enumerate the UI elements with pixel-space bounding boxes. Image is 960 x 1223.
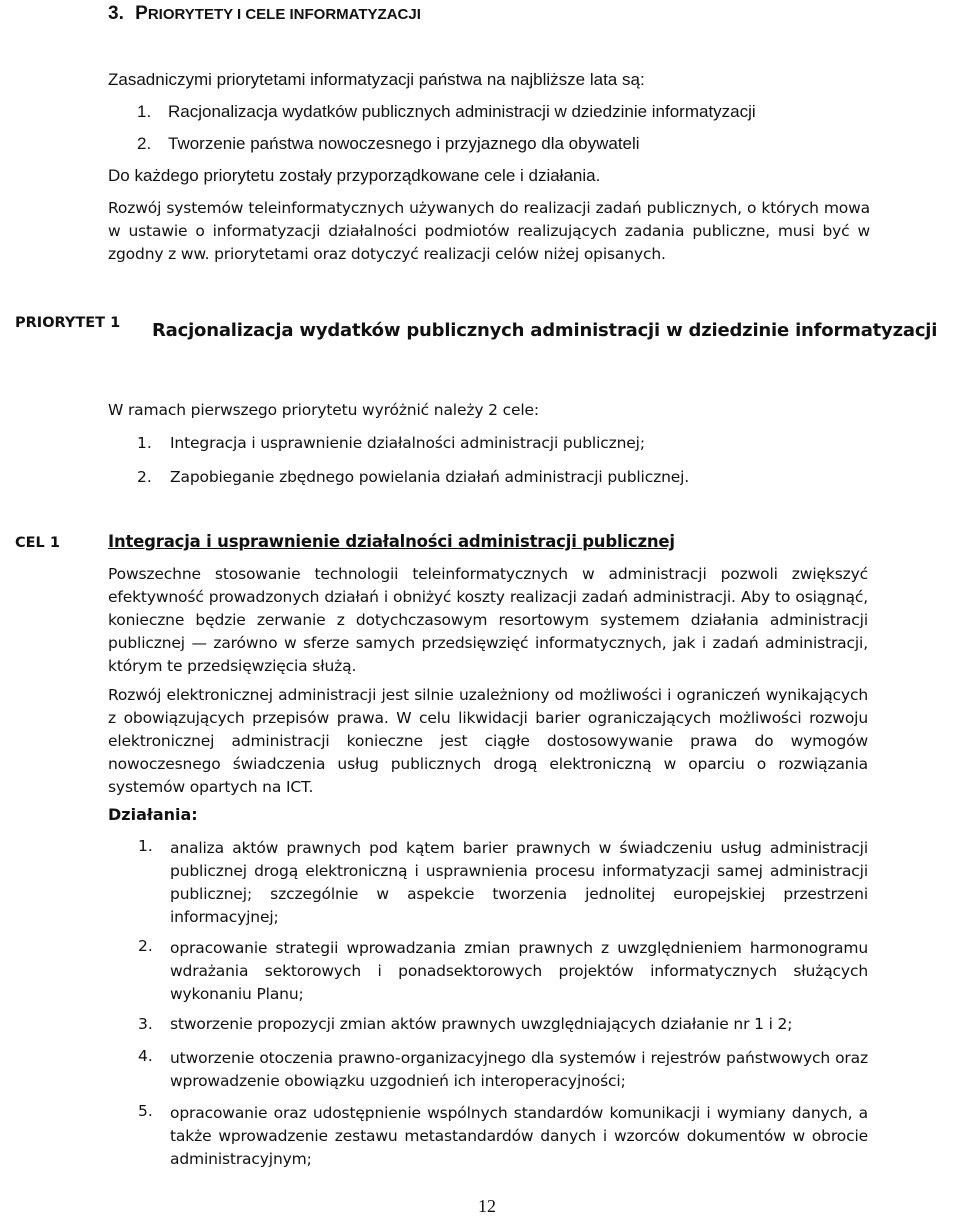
- action-text: opracowanie strategii wprowadzania zmian prawnych z uwzględnieniem harmonogramu wdrażania sektorowych i ponadsektorowych projektów informatycznych służących wykonaniu Planu;: [170, 939, 868, 1003]
- action-text: analiza aktów prawnych pod kątem barier prawnych w świadczeniu usług administracji publicznej drogą elektroniczną i usprawnienia procesu informatyzacji samej administracji publicznej; szczególnie w aspekcie tworzenia jednolitej europejskiej przestrzeni informacyjnej;: [170, 839, 868, 926]
- goal-list-text: Zapobieganie zbędnego powielania działań administracji publicznej.: [170, 468, 690, 486]
- goal-list-text: Integracja i usprawnienie działalności administracji publicznej;: [170, 434, 645, 452]
- action-text: stworzenie propozycji zmian aktów prawnych uwzględniających działanie nr 1 i 2;: [170, 1015, 793, 1033]
- section-heading: [108, 3, 421, 25]
- page-number: 12: [478, 1196, 496, 1216]
- intro-list-item: [137, 134, 640, 154]
- action-number: 5.: [138, 1102, 153, 1120]
- intro-list-item: [137, 102, 756, 122]
- intro-after: Do każdego priorytetu zostały przyporządkowane cele i działania.: [108, 166, 601, 185]
- intro-lead: Zasadniczymi priorytetami informatyzacji państwa na najbliższe lata są:: [108, 70, 645, 89]
- action-text: opracowanie oraz udostępnienie wspólnych standardów komunikacji i wymiany danych, a także wprowadzenie zestawu metastandardów danych i wzorców dokumentów w obrocie administracyjnym;: [170, 1104, 868, 1168]
- priority-lead: W ramach pierwszego priorytetu wyróżnić należy 2 cele:: [108, 401, 540, 419]
- list-number: 1.: [137, 102, 152, 121]
- list-text: Tworzenie państwa nowoczesnego i przyjaznego dla obywateli: [168, 134, 640, 153]
- action-text: utworzenie otoczenia prawno-organizacyjnego dla systemów i rejestrów państwowych oraz wprowadzenie obowiązku uzgodnień ich interoperacyjności;: [170, 1049, 868, 1090]
- action-number: 4.: [138, 1047, 153, 1065]
- goal-list-number: 1.: [137, 434, 152, 452]
- action-number: 2.: [138, 937, 153, 955]
- intro-paragraph: Rozwój systemów teleinformatycznych używanych do realizacji zadań publicznych, o których mowa w ustawie o informatyzacji działalności podmiotów realizujących zadania publiczne, musi być w zgodny z ww. priorytetami oraz dotyczyć realizacji celów niżej opisanych.: [108, 199, 870, 263]
- section-number: 3.: [108, 3, 124, 24]
- list-number: 2.: [137, 134, 152, 153]
- actions-heading: Działania:: [108, 805, 198, 824]
- section-title-rest: RIORYTETY I CELE INFORMATYZACJI: [147, 6, 421, 23]
- action-number: 3.: [138, 1015, 153, 1033]
- goal-paragraph: Rozwój elektronicznej administracji jest silnie uzależniony od możliwości i ograniczeń wynikających z obowiązujących przepisów prawa. W celu likwidacji barier ograniczających możliwości rozwoju elektronicznej administracji konieczne jest ciągłe dostosowywanie prawa do wymogów nowoczesnego świadczenia usług publicznych drogą elektroniczną w oparciu o rozwiązania systemów opartych na ICT.: [108, 686, 868, 796]
- list-text: Racjonalizacja wydatków publicznych administracji w dziedzinie informatyzacji: [168, 102, 756, 121]
- priority-tag: PRIORYTET 1: [15, 315, 121, 331]
- goal-list-number: 2.: [137, 468, 152, 486]
- goal-tag: CEL 1: [15, 535, 60, 551]
- section-title-initial: P: [135, 3, 148, 24]
- goal-paragraph: Powszechne stosowanie technologii teleinformatycznych w administracji pozwoli zwiększyć efektywność prowadzonych działań i obniżyć koszty realizacji zadań administracji. Aby to osiągnąć, konieczne będzie zerwanie z dotychczasowym resortowym systemem działania administracji publicznej — zarówno w sferze samych przedsięwzięć informatycznych, jak i zadań administracji, którym te przedsięwzięcia służą.: [108, 565, 868, 675]
- priority-title: Racjonalizacja wydatków publicznych administracji w dziedzinie informatyzacji: [152, 320, 938, 341]
- action-number: 1.: [138, 837, 153, 855]
- goal-title: Integracja i usprawnienie działalności administracji publicznej: [108, 532, 675, 551]
